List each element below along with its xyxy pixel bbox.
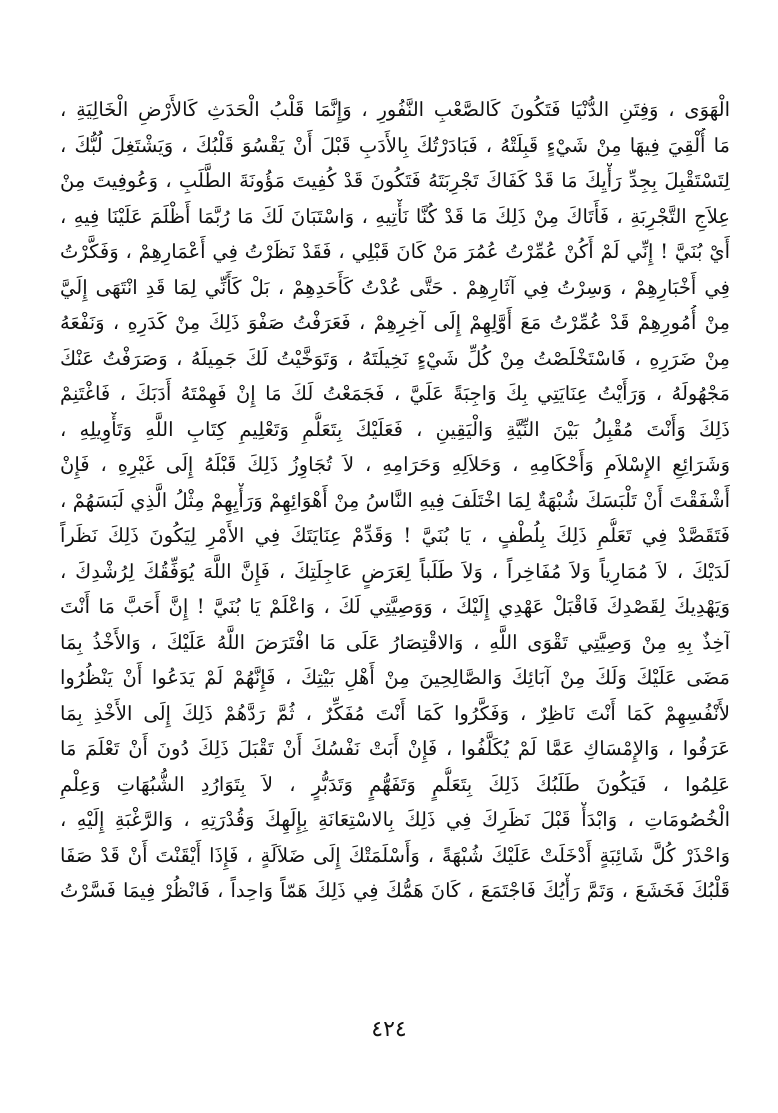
body-text	[60, 92, 730, 909]
text-line: فِي أَخْبَارِهِمْ ، وَسِرْتُ فِي آثَارِهِمْ . حَتَّى عُدْتُ كَأَحَدِهِمْ ، بَلْ كَأَنِّي لِمَا قَدِ انْتَهَى إِلَيَّ	[60, 275, 730, 299]
text-line: أَشْفَقْتَ أَنْ تَلْبَسَكَ شُبْهَةٌ لِمَا اخْتَلَفَ فِيهِ النَّاسُ مِنْ أَهْوَائِهِمْ وَرَأْيِهِمْ مِثْلُ الَّذِي لَبَسَهُمْ ،	[60, 488, 730, 512]
text-line: مَجْهُولَهُ ، وَرَأَيْتُ عِنَايَتِي بِكَ وَاجِبَةً عَلَيَّ ، فَجَمَعْتُ لَكَ مَا إِنْ فَهِمْتَهُ أَدَبَكَ ، فَاغْتَنِمْ	[60, 382, 730, 405]
text-line: قَلْبُكَ فَخَشَعَ ، وَتَمَّ رَأْيُكَ فَاجْتَمَعَ ، كَانَ هَمُّكَ فِي ذَلِكَ هَمّاً وَاحِداً ، فَانْظُرْ فِيمَا فَسَّرْتُ	[60, 879, 730, 902]
text-line: وَيَهْدِيكَ لِقَصْدِكَ فَاقْبَلْ عَهْدِي إِلَيْكَ ، وَوَصِيَّتِي لَكَ ، وَاعْلَمْ يَا بُنَيَّ ! إِنَّ أَحَبَّ مَا أَنْتَ	[60, 595, 730, 618]
text-line: لأَنْفُسِهِمْ كَمَا أَنْتَ نَاظِرٌ ، وَفَكَّرُوا كَمَا أَنْتَ مُفَكِّرٌ ، ثُمَّ رَدَّهُمْ ذَلِكَ إِلَى الأَخْذِ بِمَا	[60, 701, 730, 725]
text-line: الْهَوَى ، وَفِتَنِ الدُّنْيَا فَتَكُونَ كَالصَّعْبِ النَّفُورِ ، وَإِنَّمَا قَلْبُ الْحَدَثِ كَالأَرْضِ الْخَالِيَةِ ،	[60, 98, 730, 121]
text-line: فَتَقَصَّدْ فِي تَعَلُّمِ ذَلِكَ بِلُطْفٍ ، يَا بُنَيَّ ! وَقَدِّمْ عِنَايَتَكَ فِي الأَمْرِ لِيَكُونَ ذَلِكَ نَظَراً	[60, 524, 730, 547]
text-line: ذَلِكَ وَأَنْتَ مُقْبِلُ بَيْنَ النِّيَّةِ وَالْيَقِينِ ، فَعَلَيْكَ بِتَعَلُّمِ وَتَعْلِيمِ كِتَابِ اللَّهِ وَتَأْوِيلِهِ ،	[60, 417, 730, 441]
text-line: عِلاَجِ التَّجْرِبَةِ ، فَأَتَاكَ مِنْ ذَلِكَ مَا قَدْ كُنَّا نَأْتِيهِ ، وَاسْتَبَانَ لَكَ مَا رُبَّمَا أَظْلَمَ عَلَيْنَا فِيهِ ،	[60, 204, 730, 228]
text-line: مِنْ أُمُورِهِمْ قَدْ عُمِّرْتُ مَعَ أَوَّلِهِمْ إِلَى آخِرِهِمْ ، فَعَرَفْتُ صَفْوَ ذَلِكَ مِنْ كَدَرِهِ ، وَنَفْعَهُ	[60, 311, 730, 334]
text-line: الْخُصُومَاتِ ، وَابْدَأْ قَبْلَ نَظَرِكَ فِي ذَلِكَ بِالاسْتِعَانَةِ بِإِلَهِكَ وَقُدْرَتِهِ ، وَالرَّغْبَةِ إِلَيْهِ ،	[60, 808, 730, 831]
text-line: وَشَرَائِعِ الإِسْلاَمِ وَأَحْكَامِهِ ، وَحَلاَلِهِ وَحَرَامِهِ ، لاَ تُجَاوِزُ ذَلِكَ قَبْلَهُ إِلَى غَيْرِهِ ، فَإِنْ	[60, 453, 730, 476]
text-line: مَضَى عَلَيْكَ وَلَكَ مِنْ آبَائِكَ وَالصَّالِحِينَ مِنْ أَهْلِ بَيْتِكَ ، فَإِنَّهُمْ لَمْ يَدَعُوا أَنْ يَنْظُرُوا	[60, 666, 730, 689]
text-line: مِنْ ضَرَرِهِ ، فَاسْتَخْلَصْتُ مِنْ كُلِّ شَيْءٍ نَخِيلَتَهُ ، وَتَوَخَّيْتُ لَكَ جَمِيلَهُ ، وَصَرَفْتُ عَنْكَ	[60, 346, 730, 370]
text-line: أَيْ بُنَيَّ ! إِنِّي لَمْ أَكُنْ عُمِّرْتُ عُمُرَ مَنْ كَانَ قَبْلِي ، فَقَدْ نَظَرْتُ فِي أَعْمَارِهِمْ ، وَفَكَّرْتُ	[60, 240, 730, 263]
text-line: عَلِمُوا ، فَيَكُونَ طَلَبُكَ ذَلِكَ بِتَعَلُّمٍ وَتَفَهُّمٍ وَتَدَبُّرٍ ، لاَ بِتَوَارُدِ الشُّبُهَاتِ وَعِلْمِ	[60, 772, 730, 796]
text-line: عَرَفُوا ، وَالإِمْسَاكِ عَمَّا لَمْ يُكَلَّفُوا ، فَإِنْ أَبَتْ نَفْسُكَ أَنْ تَقْبَلَ ذَلِكَ دُونَ أَنْ تَعْلَمَ مَا	[60, 737, 730, 760]
text-line: مَا أُلْقِيَ فِيهَا مِنْ شَيْءٍ قَبِلَتْهُ ، فَبَادَرْتُكَ بِالأَدَبِ قَبْلَ أَنْ يَقْسُوَ قَلْبُكَ ، وَيَشْتَغِلَ لُبُّكَ ،	[60, 133, 730, 157]
text-line: وَاحْذَرْ كُلَّ شَائِبَةٍ أَدْخَلَتْ عَلَيْكَ شُبْهَةً ، وَأَسْلَمَتْكَ إِلَى ضَلاَلَةٍ ، فَإِذَا أَيْقَنْتَ أَنْ قَدْ صَفَا	[60, 843, 730, 867]
text-line: لَدَيْكَ ، لاَ مُمَارِياً وَلاَ مُفَاخِراً ، وَلاَ طَلَباً لِعَرَضٍ عَاجِلَتِكَ ، فَإِنَّ اللَّهَ يُوَفِّقُكَ لِرُشْدِكَ ،	[60, 559, 730, 583]
text-line: لِتَسْتَقْبِلَ بِجِدِّ رَأْيِكَ مَا قَدْ كَفَاكَ تَجْرِبَتَهُ فَتَكُونَ قَدْ كُفِيتَ مَؤُونَةَ الطَّلَبِ ، وَعُوفِيتَ مِنْ	[60, 169, 730, 192]
text-line: آخِذٌ بِهِ مِنْ وَصِيَّتِي تَقْوَى اللَّهِ ، وَالاقْتِصَارُ عَلَى مَا افْتَرَضَ اللَّهُ عَلَيْكَ ، وَالأَخْذُ بِمَا	[60, 630, 730, 654]
page-number: ٤٢٤	[371, 1017, 407, 1042]
